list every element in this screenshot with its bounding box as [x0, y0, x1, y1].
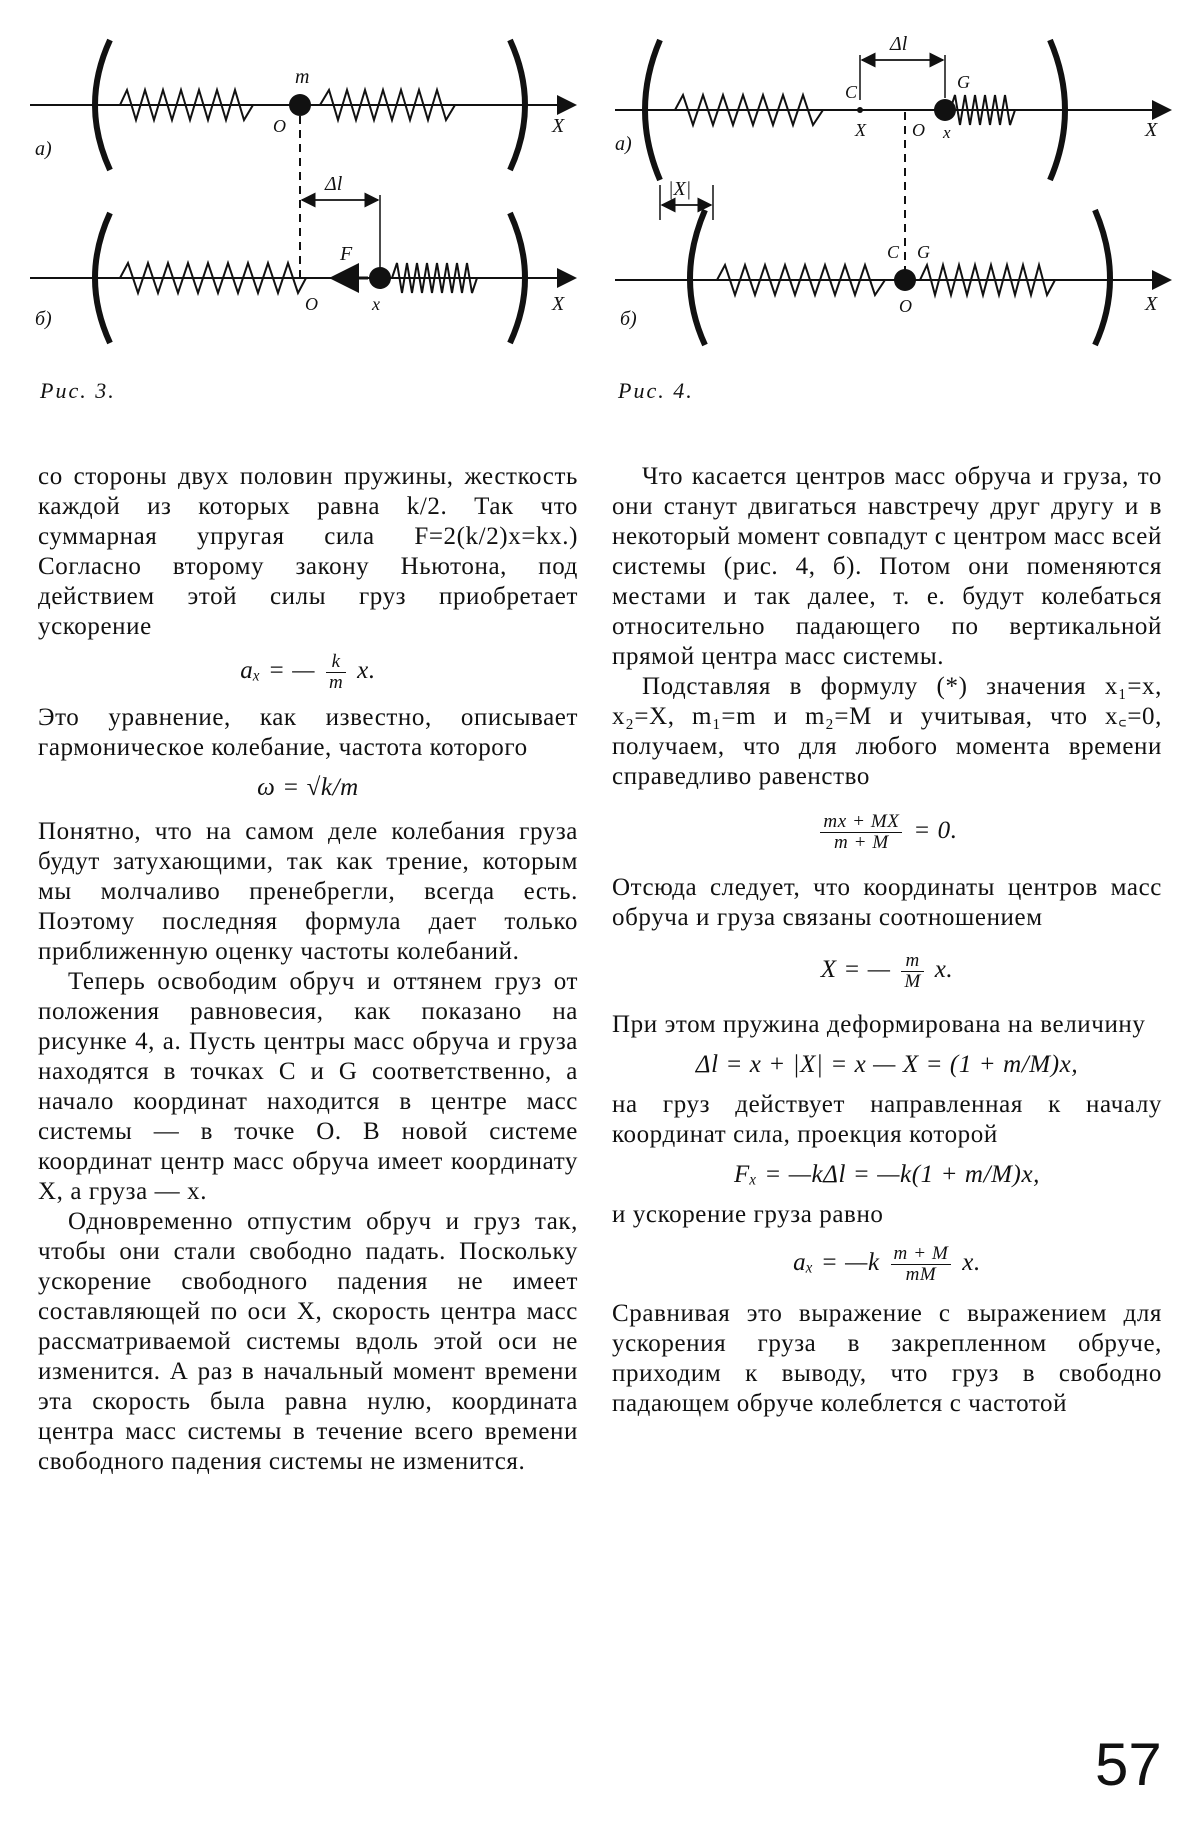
fig4b-axis-label: X: [1145, 293, 1158, 315]
fig4b-absx-label: |X|: [668, 178, 692, 200]
fig4a-panel-label: а): [615, 133, 632, 155]
right-paragraph-6: и ускорение груза равно: [612, 1201, 884, 1228]
page-number: 57: [1095, 1731, 1162, 1798]
fig3a-origin-label: O: [273, 116, 286, 136]
figure-3-panel-b: [30, 173, 575, 343]
right-paragraph-4: При этом пружина деформирована на величину: [612, 1011, 1146, 1038]
figure-4-caption: Рис. 4.: [618, 378, 694, 403]
right-eq5-fraction: [891, 1244, 952, 1285]
fig4b-c-label: C: [887, 242, 900, 262]
right-eq2-den: M: [904, 971, 921, 992]
right-eq5-lhs: aₓ = —k: [793, 1249, 880, 1277]
fig3b-force-label: F: [340, 243, 353, 265]
fig4a-x-label: x: [943, 123, 951, 142]
left-paragraph-5: Одновременно отпустим обруч и груз так, чтобы они стали свободно падать. Поскольку ускорение свободного падения не имеет составляющей по оси X, скорость центра масс рассматриваемой системы вдоль этой оси не изменится. А раз в начальный момент времени эта скорость была равна нулю, координата центра масс системы в течение всего времени свободного падения системы не изменится.: [38, 1208, 578, 1475]
right-eq5-num: m + M: [891, 1244, 952, 1265]
left-equation-2: ω = √k/m: [257, 774, 359, 801]
right-equation-4: Fₓ = —kΔl = —k(1 + m/M)x,: [733, 1161, 1041, 1188]
figure-3-panel-a: [30, 40, 575, 280]
fig3a-mass-label: m: [295, 66, 310, 88]
left-eq1-lhs: aₓ = —: [240, 657, 316, 685]
fig3a-axis-label: X: [552, 115, 565, 137]
right-eq1-rhs: = 0.: [913, 817, 958, 845]
right-eq1-fraction: [820, 812, 902, 853]
fig4a-c-label: C: [845, 82, 858, 102]
fig4a-origin-label: O: [912, 120, 925, 140]
right-paragraph-1: Что касается центров масс обруча и груза, то они станут двигаться навстречу друг другу и в некоторый момент совпадут с центром масс всей системы (рис. 4, б). Потом они поменяются местами и так далее, т. е. будут колебаться относительно падающего по вертикальной прямой центра масс системы.: [612, 463, 1162, 670]
left-column: [38, 462, 578, 1477]
fig3a-panel-label: а): [35, 138, 52, 160]
right-paragraph-2: Подставляя в формулу (*) значения x₁=x, x₂=X, m₁=m и m₂=M и учитывая, что x꜀=0, получаем, что для любого момента времени справедливо равенство: [612, 673, 1162, 790]
right-eq5-rhs: x.: [962, 1249, 981, 1277]
figure-3-caption: Рис. 3.: [40, 378, 116, 403]
left-eq1-num: k: [326, 652, 346, 673]
fig3b-delta-label: Δl: [325, 173, 343, 195]
left-paragraph-1: со стороны двух половин пружины, жесткость каждой из которых равна k/2. Так что суммарная упругая сила F=2(k/2)x=kx.) Согласно второму закону Ньютона, под действием этой силы груз приобретает ускорение: [38, 463, 578, 640]
fig4b-g-label: G: [917, 242, 930, 262]
fig4a-bigx-label: X: [855, 120, 866, 140]
fig3b-panel-label: б): [35, 308, 52, 330]
right-eq1-num: mx + MX: [820, 812, 902, 833]
right-eq5-den: mM: [905, 1264, 937, 1285]
right-eq2-num: m: [901, 951, 923, 972]
left-paragraph-4: Теперь освободим обруч и оттянем груз от положения равновесия, как показано на рисунке 4, а. Пусть центры масс обруча и груза находятся в точках C и G соответственно, а начало координат находится в центре масс системы — в точке O. В новой системе координат центр масс обруча имеет координату X, а груза — x.: [38, 968, 578, 1205]
right-equation-3: Δl = x + |X| = x — X = (1 + m/M)x,: [695, 1051, 1079, 1078]
fig4b-origin-label: O: [899, 296, 912, 316]
figure-3: [20, 20, 580, 350]
left-eq1-den: m: [328, 672, 344, 693]
left-eq1-rhs: x.: [357, 657, 376, 685]
fig4a-axis-label: X: [1145, 119, 1158, 141]
right-eq1-den: m + M: [833, 832, 889, 853]
right-paragraph-3: Отсюда следует, что координаты центров масс обруча и груза связаны соотношением: [612, 874, 1162, 931]
fig4b-panel-label: б): [620, 308, 637, 330]
figure-4-panel-b: [615, 178, 1170, 345]
fig3b-origin-label: O: [305, 294, 318, 314]
figure-3-drawing: [20, 20, 580, 350]
figure-4: [605, 20, 1175, 350]
fig3b-axis-label: X: [552, 293, 565, 315]
left-eq1-fraction: [326, 652, 346, 693]
right-paragraph-5: на груз действует направленная к началу координат сила, проекция которой: [612, 1091, 1162, 1148]
right-eq2-fraction: [901, 951, 923, 992]
right-equation-5: [612, 1244, 1162, 1285]
right-paragraph-7: Сравнивая это выражение с выражением для ускорения груза в закрепленном обруче, приходим к выводу, что груз в свободно падающем обруче колеблется с частотой: [612, 1300, 1162, 1417]
right-equation-1: [612, 812, 1162, 853]
right-eq2-rhs: x.: [934, 956, 954, 984]
fig4a-delta-label: Δl: [890, 33, 908, 55]
fig3b-x-label: x: [372, 294, 380, 314]
right-equation-2: [612, 951, 1162, 992]
right-column: [612, 462, 1162, 1419]
fig4a-g-label: G: [957, 72, 970, 92]
left-equation-1: [38, 652, 578, 693]
right-eq2-lhs: X = —: [820, 956, 891, 984]
left-paragraph-2: Это уравнение, как известно, описывает гармоническое колебание, частота которого: [38, 704, 578, 761]
left-paragraph-3: Понятно, что на самом деле колебания груза будут затухающими, так как трение, которым мы молчаливо пренебрегли, всегда есть. Поэтому последняя формула дает только приближенную оценку частоты колебаний.: [38, 818, 578, 965]
figure-4-drawing: [605, 20, 1175, 350]
